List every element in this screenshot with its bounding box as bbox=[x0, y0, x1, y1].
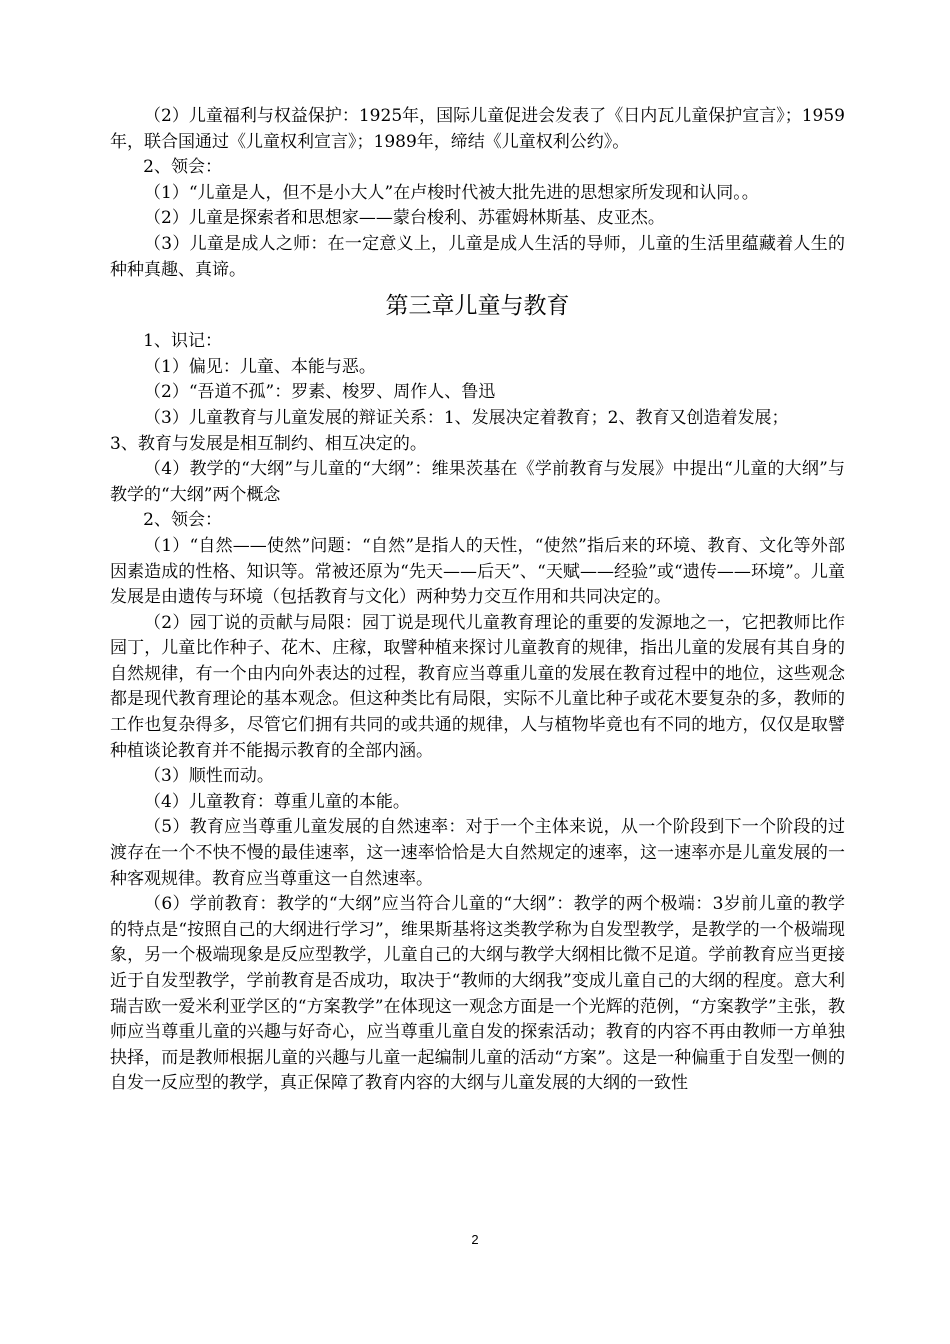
paragraph: （1）偏见：儿童、本能与恶。 bbox=[144, 356, 376, 377]
chapter-title: 第三章儿童与教育 bbox=[385, 293, 570, 320]
page-content bbox=[110, 104, 845, 1097]
section-child-concept bbox=[110, 104, 845, 283]
paragraph: （2）园丁说的贡献与局限：园丁说是现代儿童教育理论的重要的发源地之一，它把教师比作园丁，儿童比作种子、花木、庄稼，取譬种植来探讨儿童教育的规律，指出儿童的发展有其自身的自然规律，有一个由内向外表达的过程，教育应当尊重儿童的发展在教育过程中的地位，这些观念都是现代教育理论的基本观念。但这种类比有局限，实际不儿童比种子或花木要复杂的多，教师的工作也复杂得多，尽管它们拥有共同的或共通的规律，人与植物毕竟也有不同的地方，仅仅是取譬种植谈论教育并不能揭示教育的全部内涵。 bbox=[110, 612, 845, 761]
page-number: 2 bbox=[471, 1232, 479, 1247]
paragraph: （2）儿童福利与权益保护：1925年，国际儿童促进会发表了《日内瓦儿童保护宣言》；1959年，联合国通过《儿童权利宣言》；1989年，缔结《儿童权利公约》。 bbox=[110, 106, 845, 152]
paragraph: （3）儿童教育与儿童发展的辩证关系：1、发展决定着教育；2、教育又创造着发展； bbox=[144, 407, 789, 428]
paragraph: （5）教育应当尊重儿童发展的自然速率：对于一个主体来说，从一个阶段到下一个阶段的过渡存在一个不快不慢的最佳速率，这一速率恰恰是大自然规定的速率，这一速率亦是儿童发展的一种客观规律。教育应当尊重这一自然速率。 bbox=[110, 817, 845, 889]
paragraph: （2）儿童是探索者和思想家——蒙台梭利、苏霍姆林斯基、皮亚杰。 bbox=[144, 208, 665, 229]
paragraph: （1）“儿童是人，但不是小大人”在卢梭时代被大批先进的思想家所发现和认同。。 bbox=[144, 182, 759, 203]
section-child-education bbox=[110, 329, 845, 1097]
paragraph: （3）顺性而动。 bbox=[144, 766, 274, 787]
paragraph: 1、识记： bbox=[143, 331, 222, 352]
paragraph: 3、教育与发展是相互制约、相互决定的。 bbox=[110, 433, 427, 454]
paragraph: （4）教学的“大纲”与儿童的“大纲”：维果茨基在《学前教育与发展》中提出“儿童的大纲”与教学的“大纲”两个概念 bbox=[110, 459, 845, 505]
paragraph: （2）“吾道不孤”：罗素、梭罗、周作人、鲁迅 bbox=[144, 382, 496, 403]
paragraph: （6）学前教育：教学的“大纲”应当符合儿童的“大纲”：教学的两个极端：3岁前儿童的教学的特点是“按照自己的大纲进行学习”，维果斯基将这类教学称为自发型教学，是教学的一个极端现象，另一个极端现象是反应型教学，儿童自己的大纲与教学大纲相比微不足道。学前教育应当更接近于自发型教学，学前教育是否成功，取决于“教师的大纲我”变成儿童自己的大纲的程度。意大利瑞吉欧一爱米利亚学区的“方案教学”在体现这一观念方面是一个光辉的范例，“方案教学”主张，教师应当尊重儿童的兴趣与好奇心，应当尊重儿童自发的探索活动；教育的内容不再由教师一方单独抉择，而是教师根据儿童的兴趣与儿童一起编制儿童的活动“方案”。这是一种偏重于自发型一侧的自发一反应型的教学，真正保障了教育内容的大纲与儿童发展的大纲的一致性 bbox=[110, 894, 845, 1094]
paragraph: （3）儿童是成人之师：在一定意义上，儿童是成人生活的导师，儿童的生活里蕴藏着人生的种种真趣、真谛。 bbox=[110, 233, 845, 280]
paragraph: （4）儿童教育：尊重儿童的本能。 bbox=[144, 791, 410, 812]
paragraph: （1）“自然——使然”问题：“自然”是指人的天性，“使然”指后来的环境、教育、文化等外部因素造成的性格、知识等。常被还原为“先天——后天”、“天赋——经验”或“遗传——环境”。儿童发展是由遗传与环境（包括教育与文化）两种势力交互作用和共同决定的。 bbox=[110, 535, 845, 608]
paragraph: 2、领会： bbox=[143, 157, 222, 178]
paragraph: 2、领会： bbox=[143, 510, 222, 531]
